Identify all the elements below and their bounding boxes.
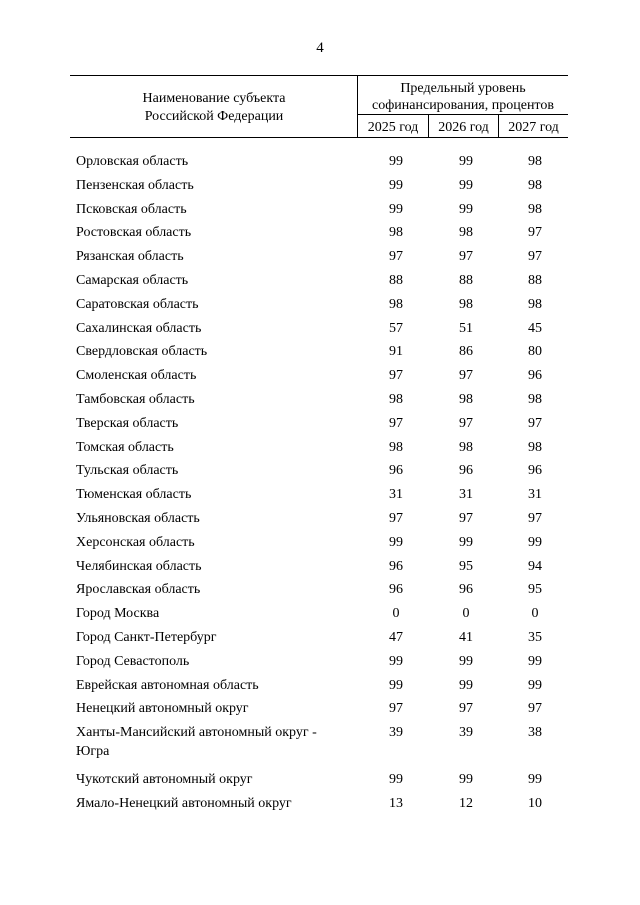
value-2027: 99: [528, 677, 542, 693]
value-2026: 96: [459, 463, 473, 479]
year-header-2025: 2025 год: [367, 120, 419, 135]
value-2026: 99: [459, 534, 473, 550]
table-row: [0, 438, 640, 462]
table-body: [0, 152, 640, 818]
value-2026: 39: [459, 725, 473, 741]
table-row: [0, 295, 640, 319]
value-2026: 95: [459, 558, 473, 574]
value-2026: 97: [459, 510, 473, 526]
value-2025: 97: [389, 249, 403, 265]
value-2027: 99: [528, 534, 542, 550]
value-2025: 99: [389, 772, 403, 788]
region-name: Сахалинская область: [76, 320, 202, 336]
value-2026: 88: [459, 272, 473, 288]
value-2027: 31: [528, 487, 542, 503]
region-name: Ямало-Ненецкий автономный округ: [76, 795, 292, 811]
value-2026: 97: [459, 701, 473, 717]
name-column-header: [72, 90, 356, 126]
cofinancing-level-header: [358, 80, 568, 114]
region-name: Ярославская область: [76, 582, 201, 598]
value-2025: 99: [389, 534, 403, 550]
table-row: [0, 152, 640, 176]
region-name: Ненецкий автономный округ: [76, 701, 249, 717]
table-row: [0, 485, 640, 509]
region-name: Ульяновская область: [76, 510, 200, 526]
table-row: [0, 723, 640, 770]
value-2025: 98: [389, 225, 403, 241]
value-2026: 86: [459, 344, 473, 360]
region-name: Город Санкт-Петербург: [76, 629, 217, 645]
value-2025: 97: [389, 415, 403, 431]
table-row: [0, 770, 640, 794]
value-2027: 98: [528, 177, 542, 193]
region-name: Херсонская область: [76, 534, 195, 550]
region-name-line2: Югра: [76, 744, 110, 760]
value-2027: 10: [528, 795, 542, 811]
region-name: Псковская область: [76, 201, 187, 217]
region-name: Орловская область: [76, 154, 189, 169]
cofinancing-level-header-line2: софинансирования, процентов: [372, 98, 554, 113]
table-row: [0, 557, 640, 581]
value-2026: 98: [459, 296, 473, 312]
table-row: [0, 223, 640, 247]
value-2026: 99: [459, 772, 473, 788]
value-2026: 97: [459, 415, 473, 431]
region-name: Тульская область: [76, 463, 179, 479]
table-row: [0, 461, 640, 485]
value-2026: 41: [459, 629, 473, 645]
value-2025: 98: [389, 391, 403, 407]
value-2025: 97: [389, 510, 403, 526]
region-name-line1: Ханты-Мансийский автономный округ -: [76, 725, 317, 741]
value-2025: 99: [389, 177, 403, 193]
region-name: Тверская область: [76, 415, 179, 431]
value-2025: 31: [389, 487, 403, 503]
table-row: [0, 390, 640, 414]
region-name: Чукотский автономный округ: [76, 772, 253, 788]
region-name: Еврейская автономная область: [76, 677, 259, 693]
value-2025: 88: [389, 272, 403, 288]
value-2027: 88: [528, 272, 542, 288]
value-2027: 38: [528, 725, 542, 741]
year-header-2027: 2027 год: [508, 120, 559, 135]
name-column-header-line1: Наименование субъекта: [142, 91, 286, 106]
value-2027: 98: [528, 201, 542, 217]
value-2027: 97: [528, 225, 542, 241]
region-name: Пензенская область: [76, 177, 194, 193]
value-2026: 96: [459, 582, 473, 598]
value-2027: 97: [528, 415, 542, 431]
value-2027: 80: [528, 344, 542, 360]
table-row: [0, 366, 640, 390]
value-2026: 97: [459, 368, 473, 384]
region-name: Город Москва: [76, 606, 160, 622]
value-2025: 96: [389, 463, 403, 479]
page-number: 4: [316, 40, 324, 56]
value-2025: 47: [389, 629, 403, 645]
table-row: [0, 342, 640, 366]
value-2025: 0: [392, 606, 400, 622]
value-2027: 45: [528, 320, 542, 336]
value-2026: 99: [459, 677, 473, 693]
value-2027: 97: [528, 510, 542, 526]
table-row: [0, 271, 640, 295]
value-2027: 96: [528, 368, 542, 384]
region-name: Тюменская область: [76, 487, 192, 503]
value-2027: 35: [528, 629, 542, 645]
table-row: [0, 794, 640, 818]
value-2025: 99: [389, 653, 403, 669]
region-name: Саратовская область: [76, 296, 199, 312]
table-row: [0, 509, 640, 533]
table-row: [0, 414, 640, 438]
value-2025: 99: [389, 201, 403, 217]
value-2026: 99: [459, 201, 473, 217]
value-2026: 0: [462, 606, 470, 622]
value-2026: 99: [459, 154, 473, 169]
year-header-2026: 2026 год: [438, 120, 489, 135]
value-2027: 99: [528, 772, 542, 788]
region-name: Рязанская область: [76, 249, 184, 265]
value-2027: 97: [528, 701, 542, 717]
table-row: [0, 604, 640, 628]
value-2027: 98: [528, 439, 542, 455]
table-row: [0, 247, 640, 271]
name-column-header-line2: Российской Федерации: [144, 109, 284, 124]
table-row: [0, 533, 640, 557]
value-2025: 39: [389, 725, 403, 741]
table-row: [0, 652, 640, 676]
region-name: Смоленская область: [76, 368, 197, 384]
table-row: [0, 628, 640, 652]
value-2025: 99: [389, 154, 403, 169]
table-top-rule: [70, 75, 568, 76]
value-2026: 31: [459, 487, 473, 503]
region-name: Свердловская область: [76, 344, 208, 360]
value-2026: 98: [459, 225, 473, 241]
value-2025: 96: [389, 558, 403, 574]
header-group-rule: [357, 114, 568, 115]
value-2027: 99: [528, 653, 542, 669]
value-2026: 99: [459, 177, 473, 193]
cofinancing-level-header-line1: Предельный уровень: [400, 81, 526, 96]
value-2025: 97: [389, 701, 403, 717]
region-name: [76, 723, 348, 761]
value-2025: 91: [389, 344, 403, 360]
value-2025: 99: [389, 677, 403, 693]
value-2026: 51: [459, 320, 473, 336]
region-name: Томская область: [76, 439, 174, 455]
value-2027: 94: [528, 558, 542, 574]
value-2027: 98: [528, 154, 542, 169]
region-name: Тамбовская область: [76, 391, 195, 407]
region-name: Самарская область: [76, 272, 189, 288]
value-2027: 0: [531, 606, 539, 622]
value-2026: 12: [459, 795, 473, 811]
region-name: Челябинская область: [76, 558, 202, 574]
table-row: [0, 699, 640, 723]
value-2025: 57: [389, 320, 403, 336]
table-row: [0, 319, 640, 343]
value-2027: 97: [528, 249, 542, 265]
value-2026: 98: [459, 439, 473, 455]
value-2025: 96: [389, 582, 403, 598]
value-2026: 97: [459, 249, 473, 265]
table-row: [0, 176, 640, 200]
value-2026: 99: [459, 653, 473, 669]
value-2027: 95: [528, 582, 542, 598]
region-name: Ростовская область: [76, 225, 192, 241]
value-2027: 98: [528, 391, 542, 407]
table-row: [0, 200, 640, 224]
table-header-bottom-rule: [70, 137, 568, 138]
value-2026: 98: [459, 391, 473, 407]
value-2025: 97: [389, 368, 403, 384]
value-2025: 98: [389, 296, 403, 312]
value-2027: 98: [528, 296, 542, 312]
table-row: [0, 580, 640, 604]
value-2025: 98: [389, 439, 403, 455]
value-2027: 96: [528, 463, 542, 479]
table-row: [0, 676, 640, 700]
value-2025: 13: [389, 795, 403, 811]
region-name: Город Севастополь: [76, 653, 190, 669]
